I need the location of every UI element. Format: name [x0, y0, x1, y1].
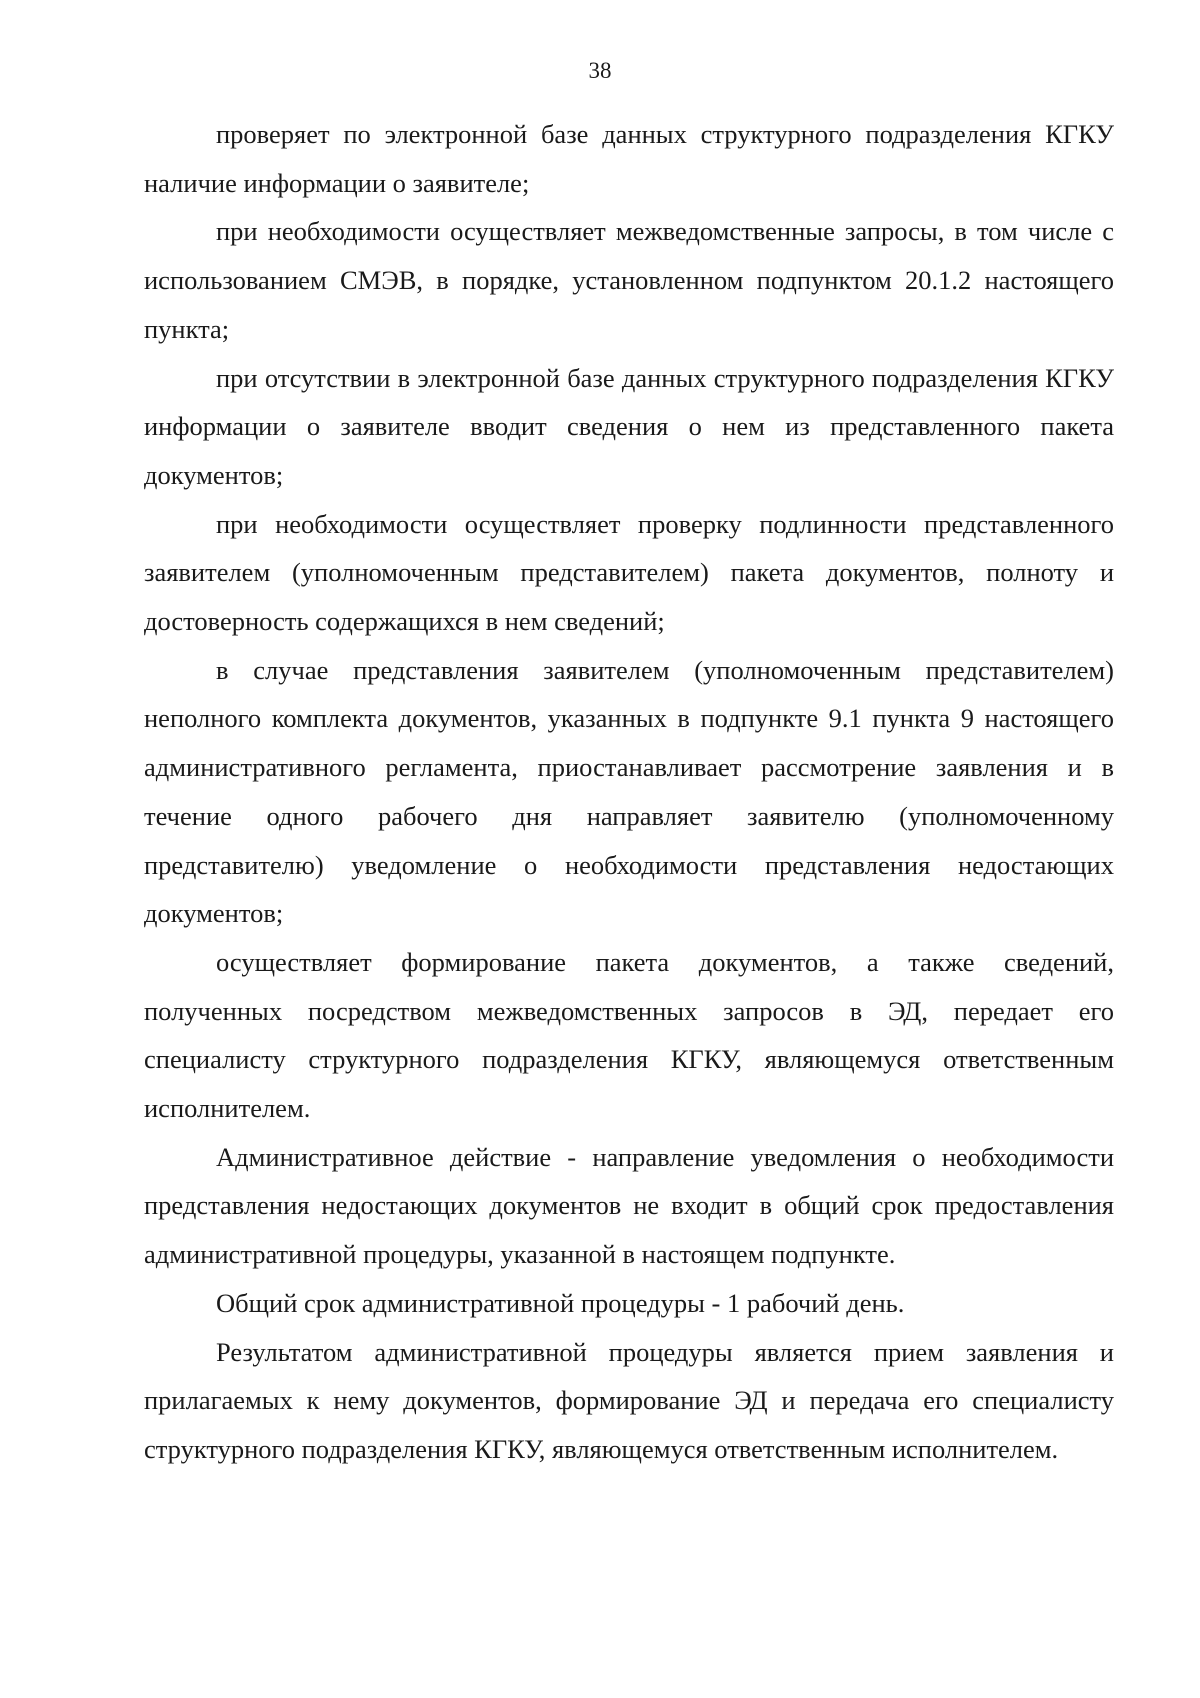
paragraph: Общий срок административной процедуры - 1 рабочий день.	[216, 1287, 905, 1318]
paragraph: при отсутствии в электронной базе данных структурного подразделения КГКУ информации о заявителе вводит сведения о нем из представленного пакета документов;	[144, 362, 1114, 490]
paragraph: проверяет по электронной базе данных структурного подразделения КГКУ наличие информации о заявителе;	[144, 119, 1114, 198]
page-number: 38	[588, 58, 612, 83]
document-body	[144, 110, 1114, 1474]
paragraph: Административное действие - направление уведомления о необходимости представления недостающих документов не входит в общий срок предоставления административной процедуры, указанной в настоящем подпункте.	[144, 1141, 1114, 1270]
paragraph: при необходимости осуществляет межведомственные запросы, в том числе с использованием СМЭВ, в порядке, установленном подпунктом 20.1.2 настоящего пункта;	[144, 216, 1114, 344]
paragraph: в случае представления заявителем (уполномоченным представителем) неполного комплекта документов, указанных в подпункте 9.1 пункта 9 настоящего административного регламента, приостанавливает рассмотрение заявления и в течение одного рабочего дня направляет заявителю (уполномоченному представителю) уведомление о необходимости представления недостающих документов;	[144, 654, 1114, 929]
paragraph: Результатом административной процедуры является прием заявления и прилагаемых к нему документов, формирование ЭД и передача его специалисту структурного подразделения КГКУ, являющемуся ответственным исполнителем.	[144, 1336, 1114, 1464]
paragraph: при необходимости осуществляет проверку подлинности представленного заявителем (уполномоченным представителем) пакета документов, полноту и достоверность содержащихся в нем сведений;	[144, 508, 1114, 637]
paragraph: осуществляет формирование пакета документов, а также сведений, полученных посредством межведомственных запросов в ЭД, передает его специалисту структурного подразделения КГКУ, являющемуся ответственным исполнителем.	[144, 946, 1114, 1124]
